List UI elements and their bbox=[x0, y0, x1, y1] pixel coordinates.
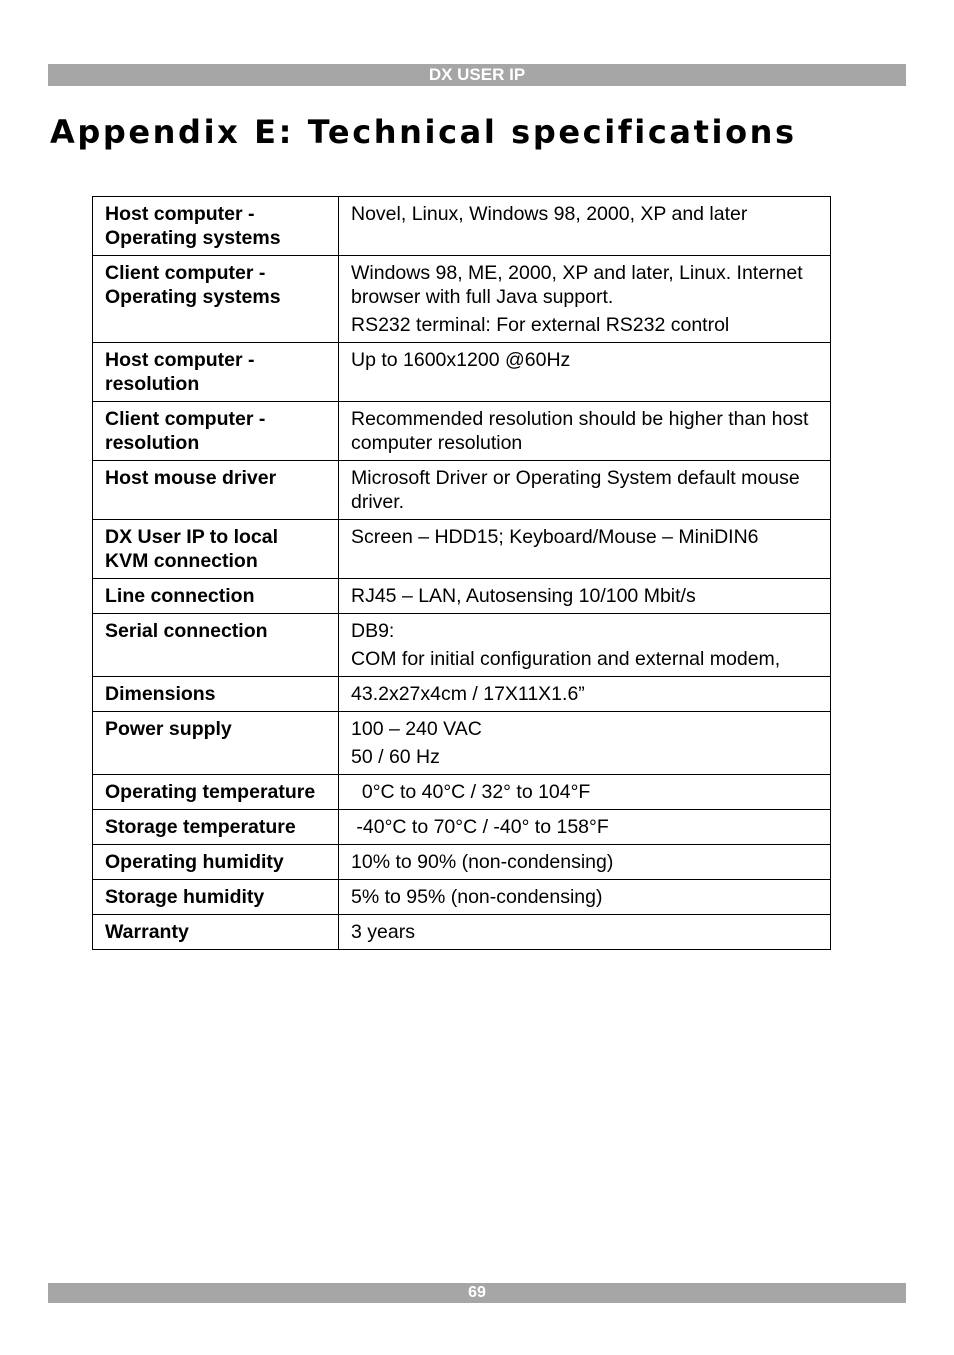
spec-value bbox=[339, 197, 831, 256]
spec-value bbox=[339, 520, 831, 579]
spec-value-line: Screen – HDD15; Keyboard/Mouse – MiniDIN6 bbox=[351, 526, 759, 548]
spec-value bbox=[339, 915, 831, 950]
spec-value-line: Microsoft Driver or Operating System default mouse driver. bbox=[351, 467, 806, 513]
spec-value-line: 100 – 240 VAC bbox=[351, 718, 482, 740]
spec-value-line: 3 years bbox=[351, 921, 415, 943]
spec-value bbox=[339, 677, 831, 712]
spec-value-line: DB9: bbox=[351, 620, 395, 642]
spec-value bbox=[339, 775, 831, 810]
spec-label: Serial connection bbox=[93, 614, 339, 677]
spec-label: Host computer - Operating systems bbox=[93, 197, 339, 256]
spec-label: DX User IP to local KVM connection bbox=[93, 520, 339, 579]
spec-value bbox=[339, 343, 831, 402]
spec-row bbox=[93, 197, 831, 256]
spec-value bbox=[339, 614, 831, 677]
running-header: DX USER IP bbox=[48, 64, 906, 86]
spec-label: Storage humidity bbox=[93, 880, 339, 915]
spec-row bbox=[93, 775, 831, 810]
spec-row bbox=[93, 256, 831, 343]
spec-row bbox=[93, 520, 831, 579]
spec-value-line: Windows 98, ME, 2000, XP and later, Linux. Internet browser with full Java support. bbox=[351, 262, 809, 308]
spec-value-line: 5% to 95% (non-condensing) bbox=[351, 886, 603, 908]
spec-row bbox=[93, 880, 831, 915]
page-title: Appendix E: Technical specifications bbox=[50, 113, 797, 151]
spec-value-line: -40°C to 70°C / -40° to 158°F bbox=[351, 816, 609, 838]
spec-value bbox=[339, 402, 831, 461]
spec-row bbox=[93, 614, 831, 677]
spec-row bbox=[93, 461, 831, 520]
spec-row bbox=[93, 712, 831, 775]
spec-value-line: RS232 terminal: For external RS232 control bbox=[351, 314, 730, 336]
spec-label: Warranty bbox=[93, 915, 339, 950]
spec-row bbox=[93, 810, 831, 845]
spec-label: Power supply bbox=[93, 712, 339, 775]
spec-value bbox=[339, 461, 831, 520]
spec-value bbox=[339, 845, 831, 880]
spec-row bbox=[93, 845, 831, 880]
spec-label: Host mouse driver bbox=[93, 461, 339, 520]
page-number: 69 bbox=[48, 1283, 906, 1303]
spec-label: Client computer - Operating systems bbox=[93, 256, 339, 343]
spec-value-line: 10% to 90% (non-condensing) bbox=[351, 851, 614, 873]
spec-label: Dimensions bbox=[93, 677, 339, 712]
specifications-table-body bbox=[93, 197, 831, 950]
spec-label: Operating temperature bbox=[93, 775, 339, 810]
spec-value-line: Up to 1600x1200 @60Hz bbox=[351, 349, 571, 371]
spec-label: Client computer - resolution bbox=[93, 402, 339, 461]
spec-value-line: COM for initial configuration and external modem, bbox=[351, 648, 781, 670]
spec-value-line: 43.2x27x4cm / 17X11X1.6” bbox=[351, 683, 585, 705]
spec-value-line: RJ45 – LAN, Autosensing 10/100 Mbit/s bbox=[351, 585, 696, 607]
specifications-table bbox=[92, 196, 831, 950]
spec-label: Operating humidity bbox=[93, 845, 339, 880]
spec-value bbox=[339, 256, 831, 343]
spec-row bbox=[93, 915, 831, 950]
spec-value-line: Recommended resolution should be higher than host computer resolution bbox=[351, 408, 814, 454]
spec-row bbox=[93, 402, 831, 461]
spec-value bbox=[339, 880, 831, 915]
spec-value-line: Novel, Linux, Windows 98, 2000, XP and later bbox=[351, 203, 748, 225]
spec-row bbox=[93, 677, 831, 712]
spec-value-line: 0°C to 40°C / 32° to 104°F bbox=[351, 781, 591, 803]
spec-label: Line connection bbox=[93, 579, 339, 614]
spec-value bbox=[339, 712, 831, 775]
spec-value bbox=[339, 810, 831, 845]
spec-label: Storage temperature bbox=[93, 810, 339, 845]
spec-value bbox=[339, 579, 831, 614]
spec-row bbox=[93, 343, 831, 402]
spec-row bbox=[93, 579, 831, 614]
spec-label: Host computer - resolution bbox=[93, 343, 339, 402]
spec-value-line: 50 / 60 Hz bbox=[351, 746, 440, 768]
